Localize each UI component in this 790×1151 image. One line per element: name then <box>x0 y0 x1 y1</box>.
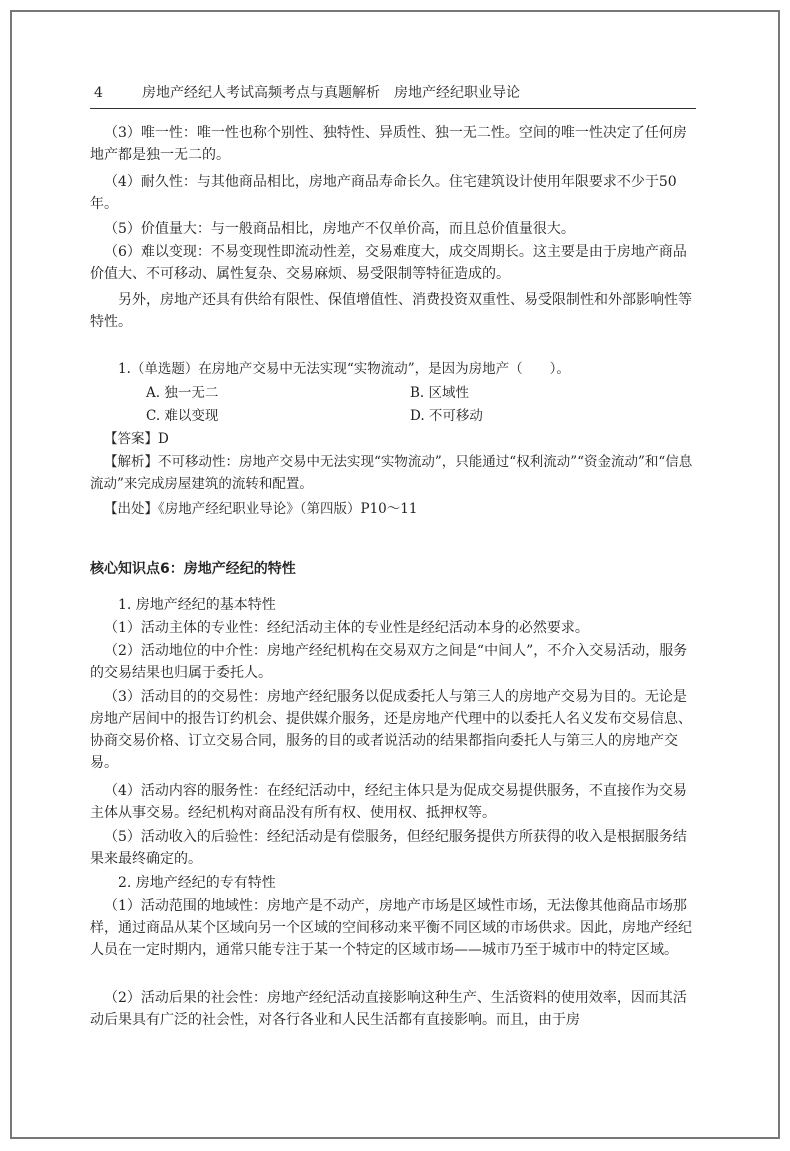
section-paragraph-2: （2）活动地位的中介性：房地产经纪机构在交易双方之间是“中间人”，不介入交易活动，服务的交易结果也归属于委托人。 <box>90 643 688 681</box>
analysis-paragraph: 【解析】不可移动性：房地产交易中无法实现“实物流动”，只能通过“权利流动”“资金流动”和“信息流动”来完成房屋建筑的流转和配置。 <box>90 454 693 492</box>
running-header-title: 房地产经纪人考试高频考点与真题解析 房地产经纪职业导论 <box>142 85 520 101</box>
section-paragraph-5: （5）活动收入的后验性：经纪活动是有偿服务，但经纪服务提供方所获得的收入是根据服务结果来最终确定的。 <box>90 829 687 867</box>
sub-heading-2: 2. 房地产经纪的专有特性 <box>118 875 276 891</box>
intro-paragraph-5: 另外，房地产还具有供给有限性、保值增值性、消费投资双重性、易受限制性和外部影响性等特性。 <box>90 292 692 330</box>
option-b: B. 区域性 <box>410 385 470 401</box>
section-paragraph-7: （2）活动后果的社会性：房地产经纪活动直接影响这种生产、生活资料的使用效率，因而其活动后果具有广泛的社会性，对各行各业和人民生活都有直接影响。而且，由于房 <box>90 990 687 1028</box>
intro-paragraph-3: （5）价值量大：与一般商品相比，房地产不仅单价高，而且总价值量很大。 <box>104 221 575 237</box>
section-paragraph-3: （3）活动目的的交易性：房地产经纪服务以促成委托人与第三人的房地产交易为目的。无论是房地产居间中的报告订约机会、提供媒介服务，还是房地产代理中的以委托人名义发布交易信息、协商交易价格、订立交易合同，服务的目的或者说活动的结果都指向委托人与第三人的房地产交易。 <box>90 689 692 771</box>
option-d: D. 不可移动 <box>410 408 483 424</box>
intro-paragraph-1: （3）唯一性：唯一性也称个别性、独特性、异质性、独一无二性。空间的唯一性决定了任何房地产都是独一无二的。 <box>90 125 687 163</box>
page-number: 4 <box>94 85 103 101</box>
intro-paragraph-2: （4）耐久性：与其他商品相比，房地产商品寿命长久。住宅建筑设计使用年限要求不少于50年。 <box>90 174 677 212</box>
running-header <box>90 82 696 109</box>
answer-line: 【答案】D <box>104 431 169 447</box>
section-heading: 核心知识点6：房地产经纪的特性 <box>90 561 296 577</box>
option-a: A. 独一无二 <box>146 385 219 401</box>
section-paragraph-6: （1）活动范围的地域性：房地产是不动产，房地产市场是区域性市场，无法像其他商品市场那样，通过商品从某个区域向另一个区域的空间移动来平衡不同区域的市场供求。因此，房地产经纪人员在一定时期内，通常只能专注于某一个特定的区域市场——城市乃至于城市中的特定区域。 <box>90 898 692 958</box>
question-stem: 1.（单选题）在房地产交易中无法实现“实物流动”，是因为房地产（ ）。 <box>118 361 570 377</box>
source-line: 【出处】《房地产经纪职业导论》（第四版）P10～11 <box>104 501 418 517</box>
sub-heading-1: 1. 房地产经纪的基本特性 <box>118 597 276 613</box>
option-c: C. 难以变现 <box>146 408 219 424</box>
section-paragraph-4: （4）活动内容的服务性：在经纪活动中，经纪主体只是为促成交易提供服务，不直接作为交易主体从事交易。经纪机构对商品没有所有权、使用权、抵押权等。 <box>90 783 687 821</box>
section-paragraph-1: （1）活动主体的专业性：经纪活动主体的专业性是经纪活动本身的必然要求。 <box>104 620 589 636</box>
intro-paragraph-4: （6）难以变现：不易变现性即流动性差，交易难度大，成交周期长。这主要是由于房地产商品价值大、不可移动、属性复杂、交易麻烦、易受限制等特征造成的。 <box>90 244 687 282</box>
